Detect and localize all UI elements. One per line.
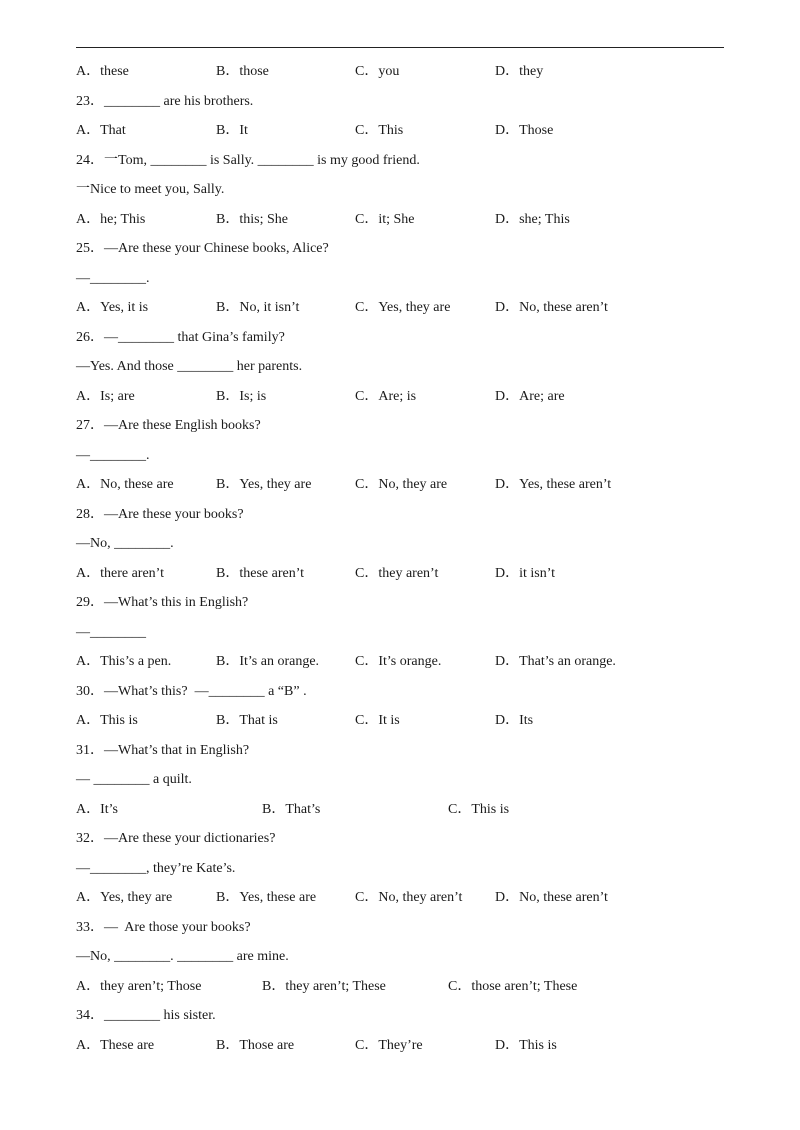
option-b: B．this; She <box>216 211 288 227</box>
options-row <box>76 564 726 594</box>
question-line: — ________ a quilt. <box>76 772 192 787</box>
question-line: 一Nice to meet you, Sally. <box>76 182 225 197</box>
option-d: D．they <box>495 64 544 79</box>
option-c: C．it; She <box>355 211 415 227</box>
option-a: A．These are <box>76 1037 155 1053</box>
option-a: A．No, these are <box>76 477 174 492</box>
option-c: C．Yes, they are <box>355 300 451 315</box>
option-a: A．Yes, it is <box>76 300 149 315</box>
option-d: D．Its <box>495 713 534 728</box>
option-a: A．It’s <box>76 801 118 817</box>
question-line: 26．—________ that Gina’s family? <box>76 329 285 345</box>
question-line: 25．—Are these your Chinese books, Alice? <box>76 241 329 256</box>
question-line: 31．—What’s that in English? <box>76 742 250 758</box>
option-a: A．That <box>76 123 126 138</box>
options-row <box>76 977 726 1007</box>
option-d: D．That’s an orange. <box>495 654 616 669</box>
option-a: A．he; This <box>76 211 146 227</box>
question-line: —Yes. And those ________ her parents. <box>76 359 303 374</box>
option-c: C．Are; is <box>355 388 417 404</box>
options-row <box>76 888 726 918</box>
option-a: A．there aren’t <box>76 565 164 581</box>
option-b: B．they aren’t; These <box>262 978 386 994</box>
option-c: C．It’s orange. <box>355 654 442 669</box>
option-d: D．Yes, these aren’t <box>495 477 612 492</box>
option-a: A．This’s a pen. <box>76 654 172 669</box>
option-c: C．This <box>355 123 404 138</box>
question-line: —________. <box>76 447 150 463</box>
option-a: A．these <box>76 64 129 79</box>
option-a: A．Is; are <box>76 388 135 404</box>
options-row <box>76 210 726 240</box>
question-line: —________ <box>76 624 146 640</box>
option-b: B．these aren’t <box>216 565 304 581</box>
question-line: 32．—Are these your dictionaries? <box>76 831 276 846</box>
option-a: A．This is <box>76 713 138 728</box>
question-line: —________, they’re Kate’s. <box>76 860 236 876</box>
options-row <box>76 652 726 682</box>
option-c: C．those aren’t; These <box>448 978 578 994</box>
question-line: 33．— Are those your books? <box>76 919 251 935</box>
question-line: —No, ________. <box>76 536 174 551</box>
option-c: C．No, they are <box>355 477 448 492</box>
option-c: C．It is <box>355 713 400 728</box>
option-d: D．Are; are <box>495 388 565 404</box>
question-list <box>76 62 726 1065</box>
question-line: 34．________ his sister. <box>76 1008 216 1023</box>
options-row <box>76 387 726 417</box>
question-line: 28．—Are these your books? <box>76 506 244 522</box>
option-b: B．That’s <box>262 801 321 817</box>
option-b: B．That is <box>216 713 278 728</box>
options-row <box>76 1036 726 1066</box>
option-a: A．Yes, they are <box>76 890 173 905</box>
question-line: —No, ________. ________ are mine. <box>76 949 289 964</box>
question-line: —________. <box>76 270 150 286</box>
options-row <box>76 475 726 505</box>
option-c: C．you <box>355 64 400 79</box>
option-b: B．Those are <box>216 1037 295 1053</box>
header-rule <box>76 47 724 48</box>
option-b: B．Is; is <box>216 388 267 404</box>
option-b: B．those <box>216 64 269 79</box>
options-row <box>76 800 726 830</box>
option-d: D．Those <box>495 123 554 138</box>
option-d: D．No, these aren’t <box>495 300 608 315</box>
option-b: B．It’s an orange. <box>216 654 320 669</box>
option-d: D．it isn’t <box>495 565 556 581</box>
option-c: C．This is <box>448 801 510 817</box>
option-d: D．she; This <box>495 211 570 227</box>
option-b: B．No, it isn’t <box>216 300 300 315</box>
option-c: C．they aren’t <box>355 565 439 581</box>
option-b: B．It <box>216 123 248 138</box>
option-b: B．Yes, these are <box>216 890 317 905</box>
question-line: 27．—Are these English books? <box>76 418 261 433</box>
option-d: D．No, these aren’t <box>495 890 608 905</box>
option-b: B．Yes, they are <box>216 477 312 492</box>
options-row <box>76 121 726 151</box>
options-row <box>76 298 726 328</box>
option-d: D．This is <box>495 1037 557 1053</box>
option-c: C．No, they aren’t <box>355 890 463 905</box>
options-row <box>76 62 726 92</box>
options-row <box>76 711 726 741</box>
option-a: A．they aren’t; Those <box>76 978 202 994</box>
question-line: 30．—What’s this? —________ a “B” . <box>76 683 307 699</box>
question-line: 24．一Tom, ________ is Sally. ________ is my good friend. <box>76 152 420 168</box>
question-line: 23．________ are his brothers. <box>76 93 254 109</box>
option-c: C．They’re <box>355 1037 423 1053</box>
question-line: 29．—What’s this in English? <box>76 595 249 610</box>
